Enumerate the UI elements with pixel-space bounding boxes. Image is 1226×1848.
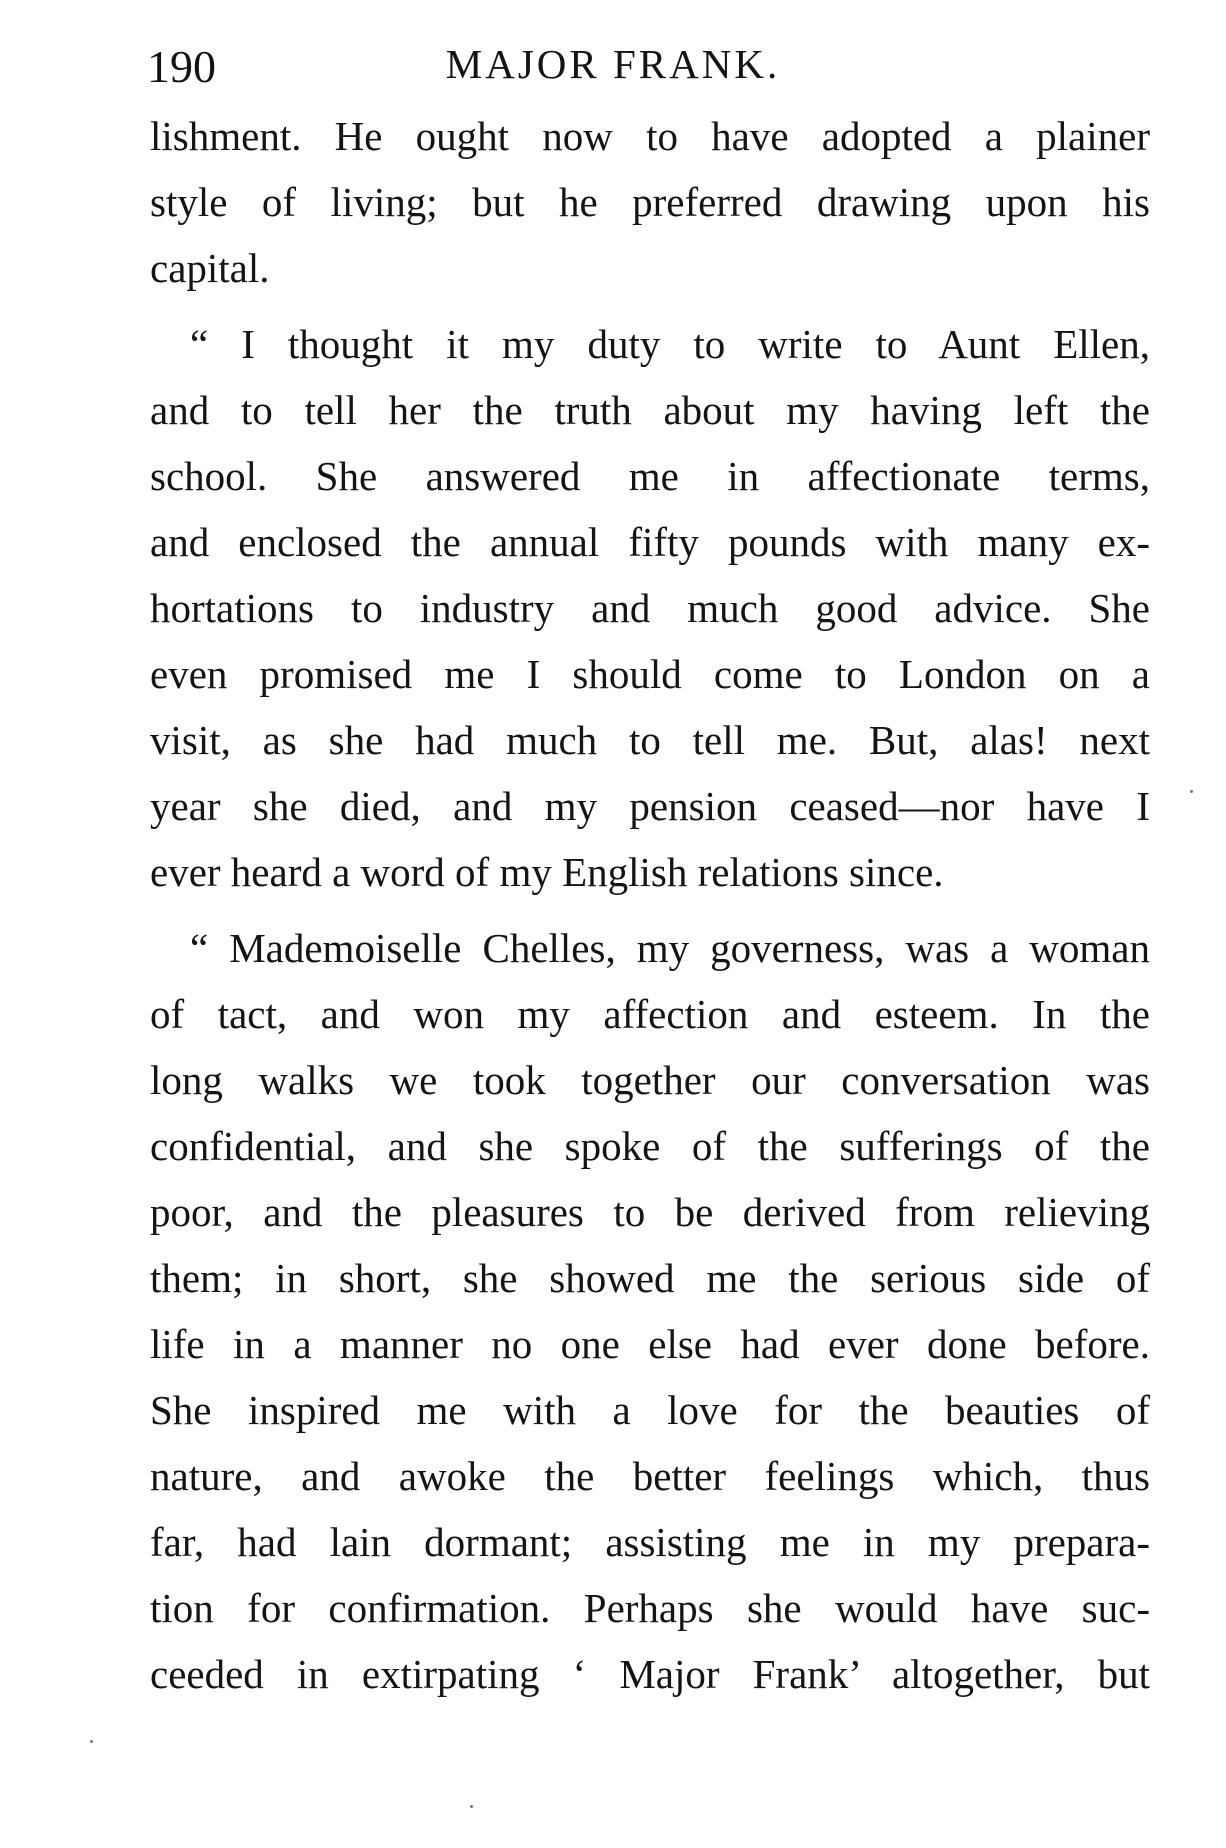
text-line: of tact, and won my affection and esteem. In the: [150, 991, 1150, 1037]
paragraph-gap: [150, 905, 1150, 915]
text-line: far, had lain dormant; assisting me in my prepara-: [150, 1519, 1150, 1565]
text-line: “ I thought it my duty to write to Aunt Ellen,: [190, 321, 1150, 367]
text-line: lishment. He ought now to have adopted a plainer: [150, 113, 1150, 159]
text-line: even promised me I should come to London on a: [150, 651, 1150, 697]
text-line: “ Mademoiselle Chelles, my governess, was a woman: [190, 925, 1150, 971]
paragraph: [150, 981, 1150, 1707]
text-line: hortations to industry and much good advice. She: [150, 585, 1150, 631]
page-header: [0, 30, 1226, 100]
body-text: [150, 103, 1150, 1707]
paragraph: [150, 311, 1150, 377]
text-line: year she died, and my pension ceased—nor have I: [150, 783, 1150, 829]
text-line: She inspired me with a love for the beauties of: [150, 1387, 1150, 1433]
text-line: and enclosed the annual fifty pounds with many ex-: [150, 519, 1150, 565]
text-line: long walks we took together our conversation was: [150, 1057, 1150, 1103]
print-speck: [90, 1740, 93, 1743]
paragraph-gap: [150, 301, 1150, 311]
paragraph: [150, 103, 1150, 301]
running-head: MAJOR FRANK.: [445, 41, 781, 87]
text-line: school. She answered me in affectionate terms,: [150, 453, 1150, 499]
text-line: life in a manner no one else had ever done before.: [150, 1321, 1150, 1367]
text-line: poor, and the pleasures to be derived from relieving: [150, 1189, 1150, 1235]
print-speck: [1190, 790, 1193, 793]
paragraph: [150, 915, 1150, 981]
text-line: ceeded in extirpating ‘ Major Frank’ altogether, but: [150, 1651, 1150, 1697]
text-line: and to tell her the truth about my having left the: [150, 387, 1150, 433]
text-line: tion for confirmation. Perhaps she would have suc-: [150, 1585, 1150, 1631]
page-number: 190: [147, 41, 216, 92]
print-speck: [470, 1805, 473, 1808]
text-line: visit, as she had much to tell me. But, alas! next: [150, 717, 1150, 763]
text-line: ever heard a word of my English relations since.: [150, 849, 944, 895]
text-line: nature, and awoke the better feelings which, thus: [150, 1453, 1150, 1499]
text-line: style of living; but he preferred drawing upon his: [150, 179, 1150, 225]
text-line: them; in short, she showed me the serious side of: [150, 1255, 1150, 1301]
paragraph: [150, 377, 1150, 905]
text-line: confidential, and she spoke of the sufferings of the: [150, 1123, 1150, 1169]
text-line: capital.: [150, 245, 270, 291]
